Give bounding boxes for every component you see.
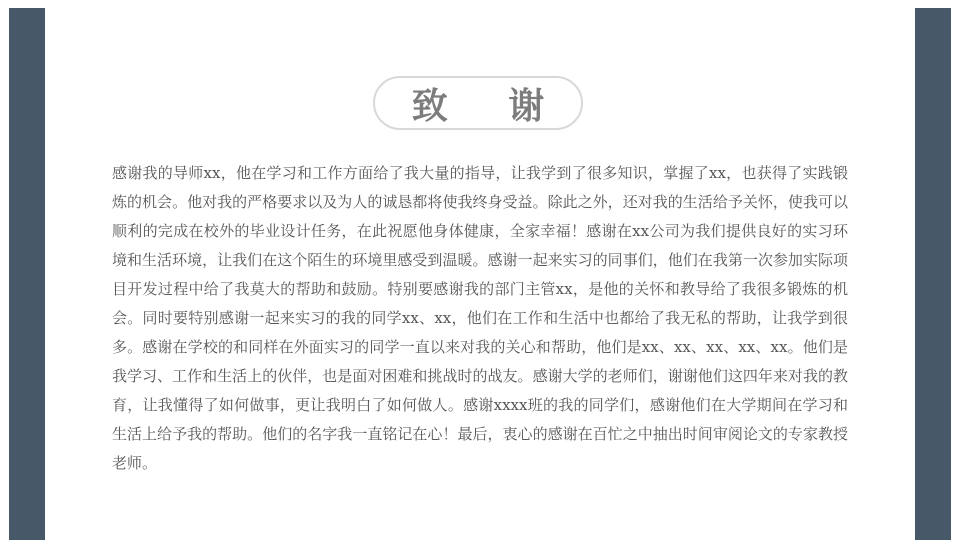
acknowledgement-paragraph: 感谢我的导师xx，他在学习和工作方面给了我大量的指导，让我学到了很多知识，掌握了xx，也获得了实践锻炼的机会。他对我的严格要求以及为人的诚恳都将使我终身受益。除此之外，还对我的生活给予关怀，使我可以顺利的完成在校外的毕业设计任务，在此祝愿他身体健康，全家幸福！感谢在xx公司为我们提供良好的实习环境和生活环境，让我们在这个陌生的环境里感受到温暖。感谢一起来实习的同事们，他们在我第一次参加实际项目开发过程中给了我莫大的帮助和鼓励。特别要感谢我的部门主管xx，是他的关怀和教导给了我很多锻炼的机会。同时要特别感谢一起来实习的我的同学xx、xx，他们在工作和生活中也都给了我无私的帮助，让我学到很多。感谢在学校的和同样在外面实习的同学一直以来对我的关心和帮助，他们是xx、xx、xx、xx、xx。他们是我学习、工作和生活上的伙伴，也是面对困难和挑战时的战友。感谢大学的老师们，谢谢他们这四年来对我的教育，让我懂得了如何做事，更让我明白了如何做人。感谢xxxx班的我的同学们，感谢他们在大学期间在学习和生活上给予我的帮助。他们的名字我一直铭记在心！最后，衷心的感谢在百忙之中抽出时间审阅论文的专家教授老师。	[112, 164, 848, 472]
right-side-bar	[915, 8, 951, 540]
slide-title: 致 谢	[411, 84, 569, 127]
title-pill	[373, 76, 583, 130]
left-side-bar	[9, 8, 45, 540]
